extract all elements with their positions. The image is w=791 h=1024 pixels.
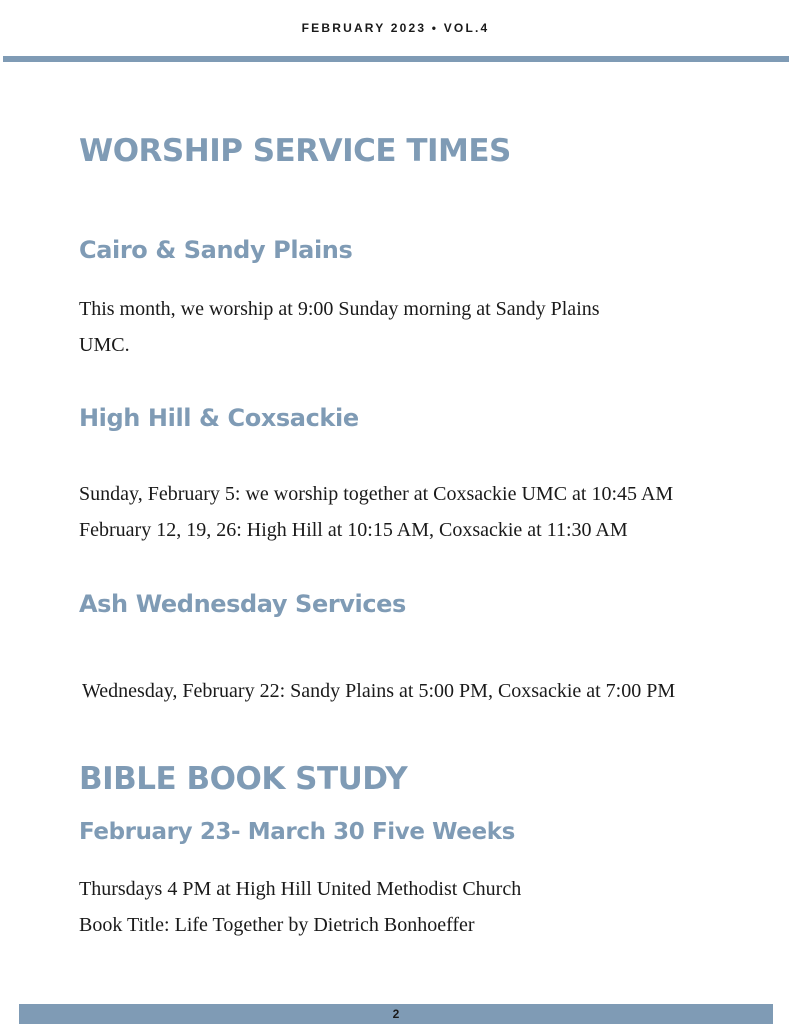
worship-section-title: WORSHIP SERVICE TIMES	[79, 133, 511, 169]
high-hill-coxsackie-heading: High Hill & Coxsackie	[79, 404, 359, 432]
text-line: Thursdays 4 PM at High Hill United Methodist Church	[79, 878, 522, 900]
cairo-sandy-plains-text	[79, 291, 600, 363]
footer-bar	[19, 1004, 773, 1024]
text-line: Sunday, February 5: we worship together at Coxsackie UMC at 10:45 AM	[79, 483, 674, 505]
text-line: February 12, 19, 26: High Hill at 10:15 AM, Coxsackie at 11:30 AM	[79, 519, 628, 541]
newsletter-issue-label: FEBRUARY 2023 • VOL.4	[301, 21, 490, 35]
ash-wednesday-heading: Ash Wednesday Services	[79, 590, 406, 618]
text-line: Book Title: Life Together by Dietrich Bonhoeffer	[79, 914, 475, 936]
bible-study-dates: February 23- March 30 Five Weeks	[79, 819, 515, 845]
bible-study-section-title: BIBLE BOOK STUDY	[79, 761, 408, 797]
cairo-sandy-plains-heading: Cairo & Sandy Plains	[79, 236, 353, 264]
text-line: This month, we worship at 9:00 Sunday morning at Sandy Plains	[79, 298, 600, 320]
high-hill-coxsackie-text	[79, 476, 673, 548]
bible-study-text	[79, 871, 521, 943]
text-line: UMC.	[79, 334, 130, 356]
header-divider	[3, 56, 789, 62]
text-line: Wednesday, February 22: Sandy Plains at 5:00 PM, Coxsackie at 7:00 PM	[82, 680, 676, 702]
page-number: 2	[392, 1007, 400, 1021]
ash-wednesday-text	[82, 673, 675, 709]
